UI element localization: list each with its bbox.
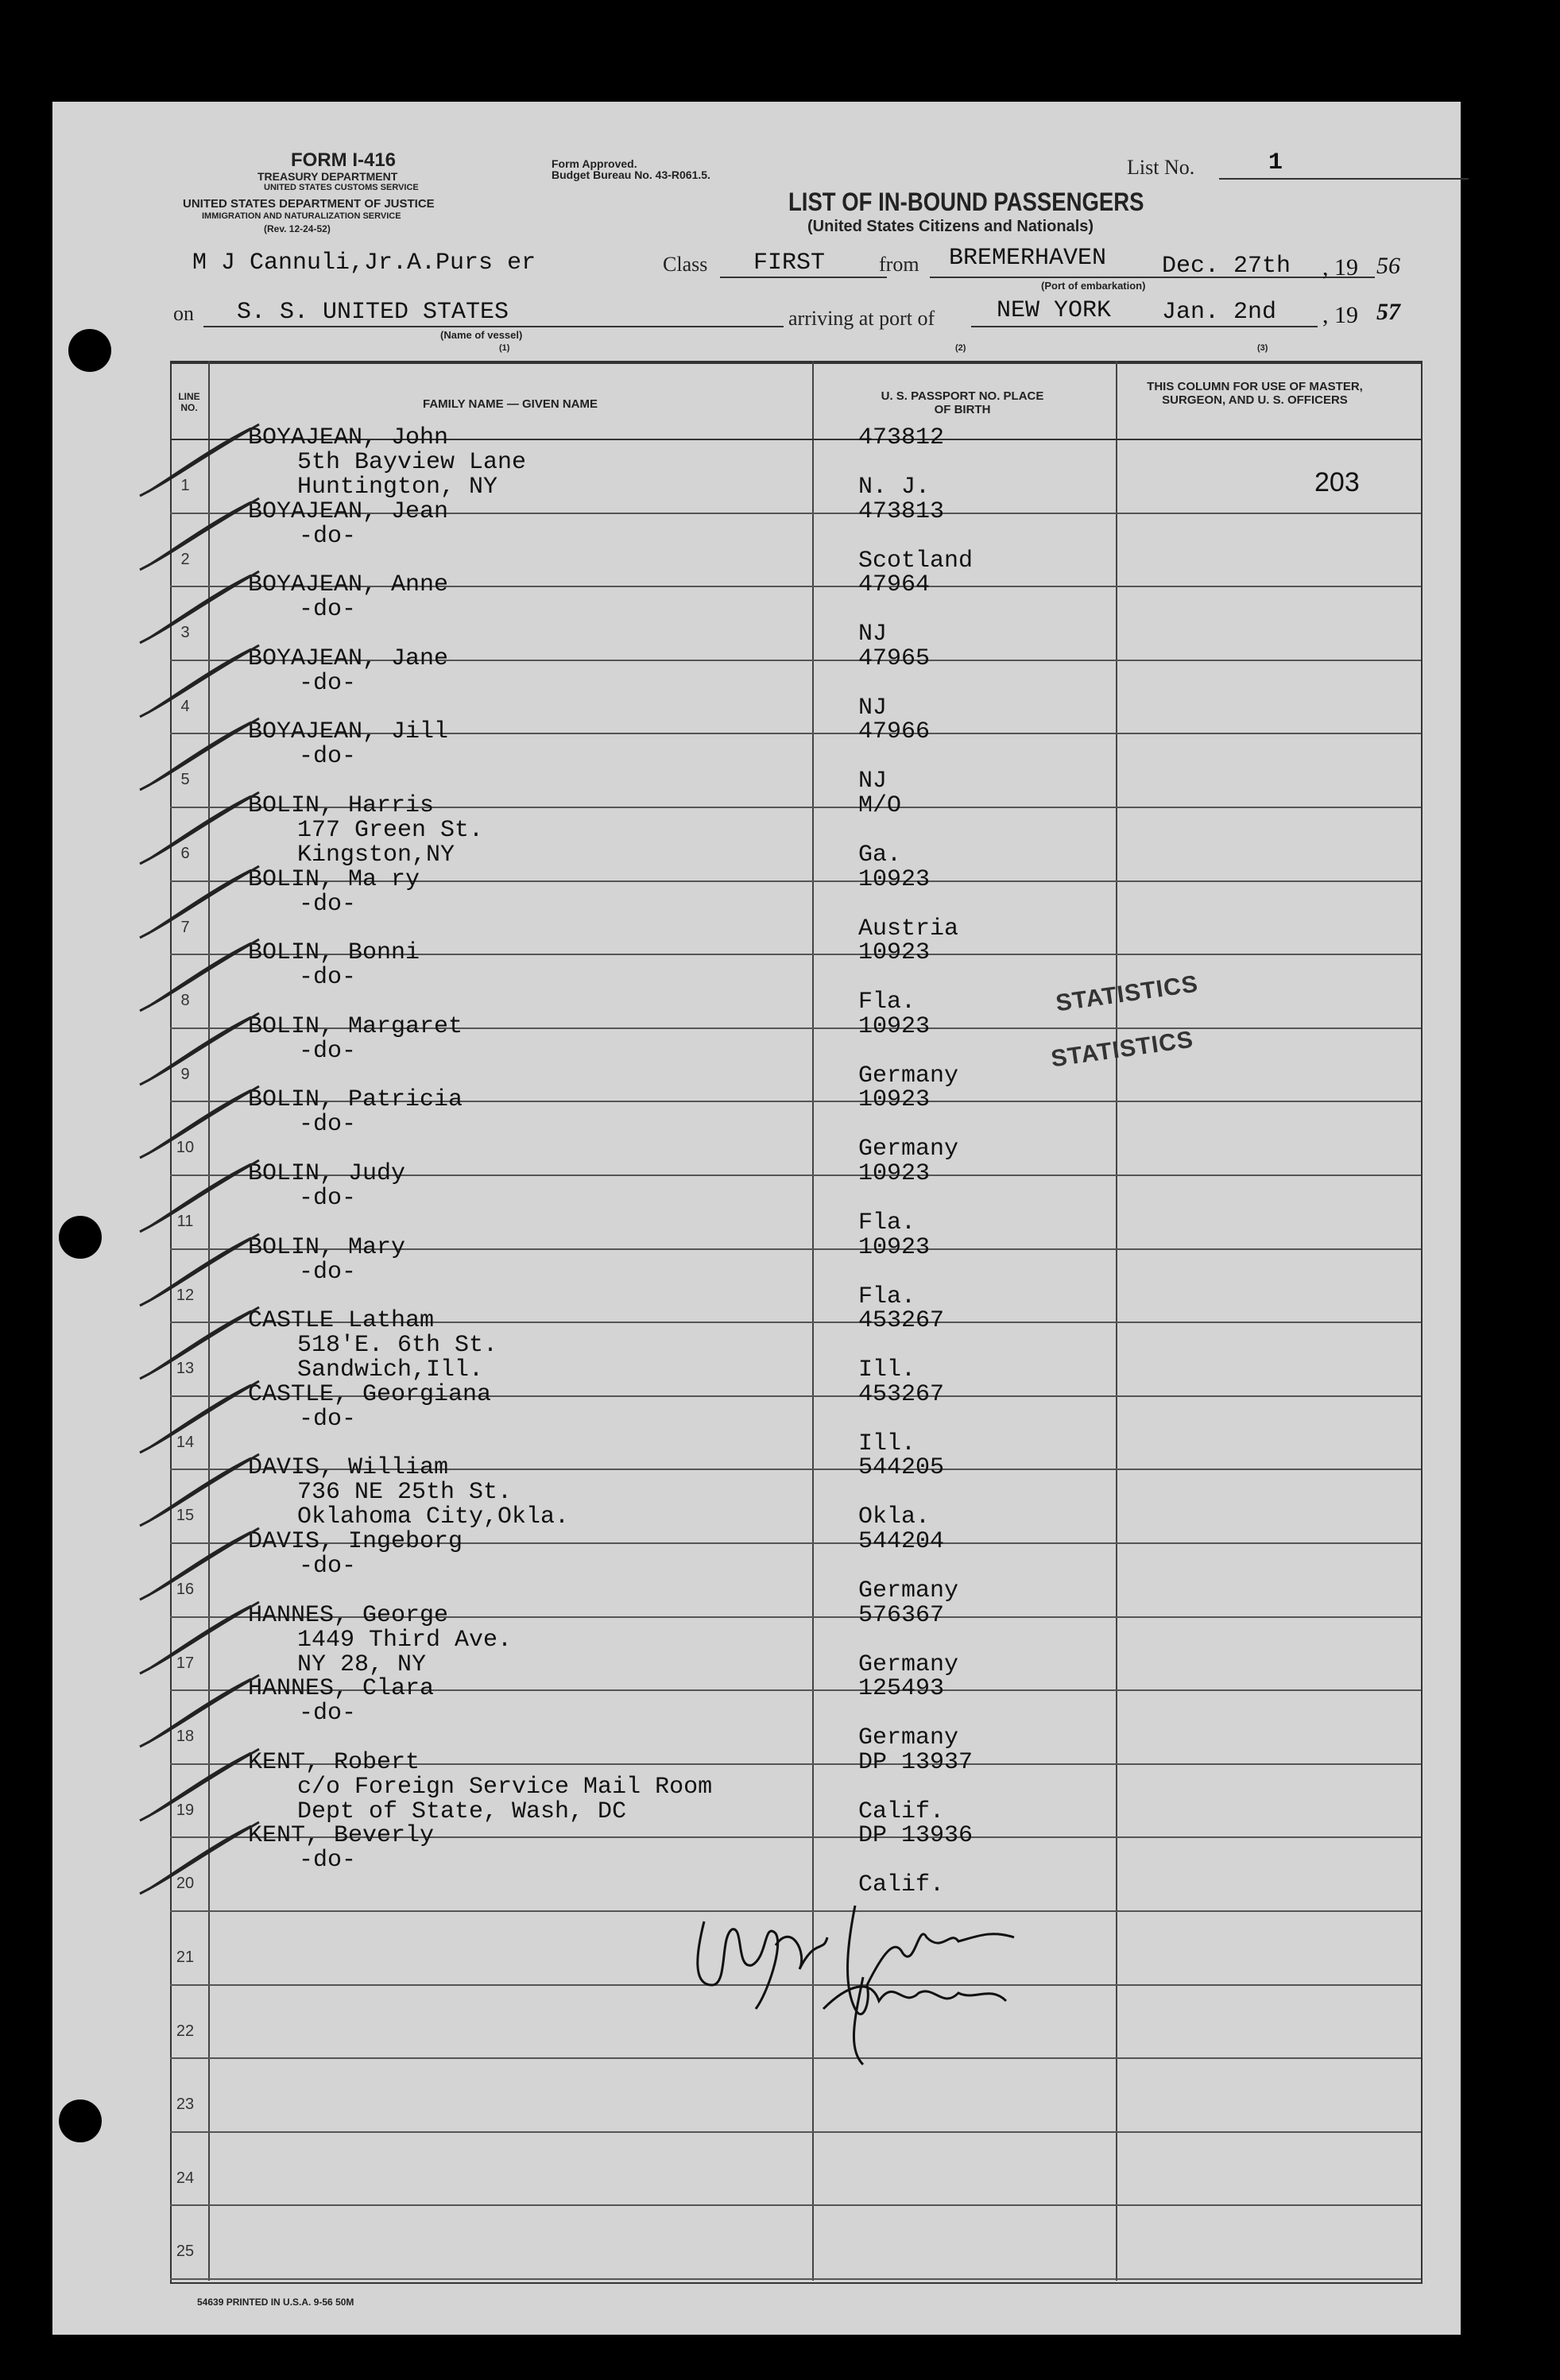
dept1-sub: UNITED STATES CUSTOMS SERVICE	[264, 183, 419, 192]
passenger-name: HANNES, George	[248, 1601, 449, 1629]
place-of-birth: Ill.	[858, 1356, 916, 1384]
passport-number: 453267	[858, 1380, 945, 1408]
passenger-name: KENT, Beverly	[248, 1822, 435, 1850]
passport-number: 47964	[858, 571, 931, 599]
place-of-birth: N. J.	[858, 474, 931, 501]
passport-number: DP 13937	[858, 1748, 974, 1776]
col-header-line-no: LINE NO.	[178, 391, 200, 413]
year-value-2: 57	[1376, 299, 1400, 325]
line-number: 5	[180, 771, 190, 789]
passport-number: M/O	[858, 792, 902, 819]
officer-note: 203	[1314, 467, 1360, 497]
port-embark-caption: (Port of embarkation)	[1041, 280, 1146, 292]
passenger-address-line: -do-	[299, 1111, 357, 1139]
vessel-name: S. S. UNITED STATES	[237, 299, 509, 326]
place-of-birth: Fla.	[858, 989, 916, 1016]
place-of-birth: Fla.	[858, 1209, 916, 1236]
on-label: on	[173, 302, 194, 325]
passenger-name: BOLIN, Margaret	[248, 1012, 463, 1040]
passport-number: 125493	[858, 1675, 945, 1703]
passenger-name: BOLIN, Ma ry	[248, 865, 420, 893]
passenger-address-line: -do-	[299, 1553, 357, 1580]
line-number: 7	[180, 918, 190, 936]
passport-number: 10923	[858, 865, 931, 893]
line-number: 18	[176, 1728, 195, 1746]
passenger-name: DAVIS, William	[248, 1454, 449, 1482]
arrival-port: NEW YORK	[997, 297, 1112, 324]
passport-number: 10923	[858, 1160, 931, 1187]
line-number: 15	[176, 1507, 195, 1525]
list-no-label: List No.	[1127, 156, 1195, 179]
passport-number: DP 13936	[858, 1822, 974, 1850]
statistics-stamp: STATISTICS	[1049, 1026, 1195, 1073]
passenger-address-line: 177 Green St.	[297, 817, 484, 844]
line-number: 24	[176, 2169, 195, 2187]
from-label: from	[879, 253, 919, 276]
budget-bureau: Budget Bureau No. 43-R061.5.	[552, 168, 710, 181]
place-of-birth: NJ	[858, 621, 888, 648]
place-of-birth: Fla.	[858, 1283, 916, 1310]
passenger-name: BOYAJEAN, Jane	[248, 644, 449, 672]
place-of-birth: Germany	[858, 1577, 959, 1604]
passenger-name: BOLIN, Harris	[248, 792, 435, 819]
passenger-address-line: 5th Bayview Lane	[297, 449, 527, 476]
passport-number: 47966	[858, 718, 931, 746]
line-number: 16	[176, 1581, 195, 1598]
passenger-name: BOLIN, Bonni	[248, 939, 420, 967]
passenger-address-line: -do-	[299, 743, 357, 771]
line-number: 3	[180, 624, 190, 642]
passenger-address-line: -do-	[299, 964, 357, 992]
passenger-name: BOYAJEAN, Jill	[248, 718, 449, 746]
passenger-address-line: -do-	[299, 1847, 357, 1875]
place-of-birth: Germany	[858, 1724, 959, 1752]
passenger-address-line: NY 28, NY	[297, 1651, 427, 1678]
passenger-address-line: Dept of State, Wash, DC	[297, 1798, 627, 1825]
col2-number: (2)	[955, 343, 966, 353]
punch-hole	[59, 1216, 102, 1259]
year-prefix-1: , 19	[1322, 254, 1358, 281]
passenger-address-line: -do-	[299, 1037, 357, 1065]
place-of-birth: Germany	[858, 1062, 959, 1089]
passport-number: 576367	[858, 1601, 945, 1629]
line-number: 14	[176, 1433, 195, 1451]
place-of-birth: Austria	[858, 915, 959, 942]
row-rule	[170, 2204, 1421, 2206]
line-number: 8	[180, 992, 190, 1010]
line-number: 6	[180, 845, 190, 862]
passenger-address-line: -do-	[299, 1185, 357, 1212]
page-subtitle: (United States Citizens and Nationals)	[807, 218, 1094, 235]
line-number: 22	[176, 2022, 195, 2040]
line-number: 23	[176, 2096, 195, 2114]
place-of-birth: Scotland	[858, 547, 974, 575]
form-sheet	[52, 102, 1461, 2335]
from-date: Dec. 27th	[1162, 253, 1291, 280]
passport-number: 544205	[858, 1454, 945, 1482]
col1-number: (1)	[499, 343, 510, 353]
place-of-birth: Ill.	[858, 1430, 916, 1457]
passenger-address-line: Kingston,NY	[297, 842, 455, 869]
passport-number: 10923	[858, 1233, 931, 1261]
place-of-birth: Okla.	[858, 1503, 931, 1531]
passenger-address-line: 518'E. 6th St.	[297, 1332, 498, 1360]
passenger-name: BOLIN, Patricia	[248, 1086, 463, 1114]
passenger-address-line: -do-	[299, 522, 357, 550]
place-of-birth: Calif.	[858, 1871, 945, 1899]
line-number: 9	[180, 1065, 190, 1083]
place-of-birth: Calif.	[858, 1798, 945, 1825]
passport-number: 47965	[858, 644, 931, 672]
passenger-address-line: c/o Foreign Service Mail Room	[297, 1773, 713, 1801]
vessel-caption: (Name of vessel)	[440, 329, 523, 341]
passport-number: 10923	[858, 1086, 931, 1114]
page-title: LIST OF IN-BOUND PASSENGERS	[788, 188, 1144, 216]
line-number: 13	[176, 1360, 195, 1378]
dept2-sub: IMMIGRATION AND NATURALIZATION SERVICE	[202, 211, 401, 221]
line-number: 11	[176, 1213, 194, 1230]
footer-print-code: 54639 PRINTED IN U.S.A. 9-56 50M	[197, 2297, 354, 2308]
purser-name: M J Cannuli,Jr.A.Purs er	[192, 250, 536, 277]
line-number: 12	[176, 1286, 195, 1304]
line-number: 25	[176, 2243, 195, 2261]
dept1: TREASURY DEPARTMENT	[257, 170, 398, 183]
passenger-name: BOLIN, Judy	[248, 1160, 406, 1187]
passenger-name: HANNES, Clara	[248, 1675, 435, 1703]
passenger-name: BOLIN, Mary	[248, 1233, 406, 1261]
passenger-address-line: -do-	[299, 596, 357, 624]
revision: (Rev. 12-24-52)	[264, 223, 331, 234]
statistics-stamp: STATISTICS	[1054, 970, 1200, 1017]
line-number: 17	[176, 1654, 195, 1672]
passenger-address-line: -do-	[299, 1405, 357, 1433]
list-no-value: 1	[1268, 149, 1283, 176]
passenger-name: CASTLE, Georgiana	[248, 1380, 492, 1408]
passport-number: 473812	[858, 424, 945, 451]
class-label: Class	[663, 253, 708, 276]
line-number: 4	[180, 697, 190, 715]
arrival-date: Jan. 2nd	[1162, 299, 1277, 326]
line-number: 1	[180, 477, 190, 494]
year-prefix-2: , 19	[1322, 302, 1358, 328]
line-number: 20	[176, 1875, 195, 1893]
from-port: BREMERHAVEN	[949, 245, 1107, 272]
passenger-address-line: 1449 Third Ave.	[297, 1626, 513, 1654]
passenger-address-line: Sandwich,Ill.	[297, 1356, 484, 1384]
dept2: UNITED STATES DEPARTMENT OF JUSTICE	[183, 197, 435, 211]
passenger-address-line: -do-	[299, 1258, 357, 1286]
place-of-birth: Germany	[858, 1136, 959, 1163]
class-value: FIRST	[753, 250, 826, 277]
arriving-label: arriving at port of	[788, 307, 935, 330]
passport-number: 473813	[858, 497, 945, 525]
place-of-birth: Ga.	[858, 842, 902, 869]
passenger-name: BOYAJEAN, Jean	[248, 497, 449, 525]
passenger-name: KENT, Robert	[248, 1748, 420, 1776]
row-rule	[170, 2278, 1421, 2280]
place-of-birth: Germany	[858, 1651, 959, 1678]
year-value-1: 56	[1376, 253, 1400, 279]
passport-number: 453267	[858, 1307, 945, 1335]
passenger-name: BOYAJEAN, John	[248, 424, 449, 451]
line-number: 19	[176, 1801, 195, 1819]
form-approved: Form Approved.	[552, 157, 637, 170]
passenger-address-line: -do-	[299, 1700, 357, 1728]
col-header-officer: THIS COLUMN FOR USE OF MASTER, SURGEON, AND U. S. OFFICERS	[1147, 380, 1363, 407]
passenger-address-line: -do-	[299, 890, 357, 918]
passenger-address-line: 736 NE 25th St.	[297, 1479, 513, 1507]
punch-hole	[59, 2099, 102, 2142]
row-rule	[170, 2131, 1421, 2133]
passenger-name: CASTLE Latham	[248, 1307, 435, 1335]
passenger-address-line: -do-	[299, 669, 357, 697]
passenger-name: DAVIS, Ingeborg	[248, 1528, 463, 1555]
signature	[688, 1890, 1101, 2088]
check-mark-icon	[132, 1814, 267, 1902]
passenger-address-line: Oklahoma City,Okla.	[297, 1503, 570, 1531]
line-number: 2	[180, 550, 190, 568]
col3-number: (3)	[1257, 343, 1268, 353]
passport-number: 544204	[858, 1528, 945, 1555]
col-header-passport: U. S. PASSPORT NO. PLACE OF BIRTH	[881, 389, 1044, 416]
place-of-birth: NJ	[858, 768, 888, 795]
place-of-birth: NJ	[858, 694, 888, 722]
punch-hole	[68, 329, 111, 372]
line-number: 21	[176, 1949, 195, 1966]
col-header-name: FAMILY NAME — GIVEN NAME	[422, 397, 598, 411]
line-number: 10	[176, 1139, 195, 1157]
passenger-address-line: Huntington, NY	[297, 474, 498, 501]
passport-number: 10923	[858, 1012, 931, 1040]
form-number: FORM I-416	[291, 149, 397, 171]
passport-number: 10923	[858, 939, 931, 967]
passenger-name: BOYAJEAN, Anne	[248, 571, 449, 599]
